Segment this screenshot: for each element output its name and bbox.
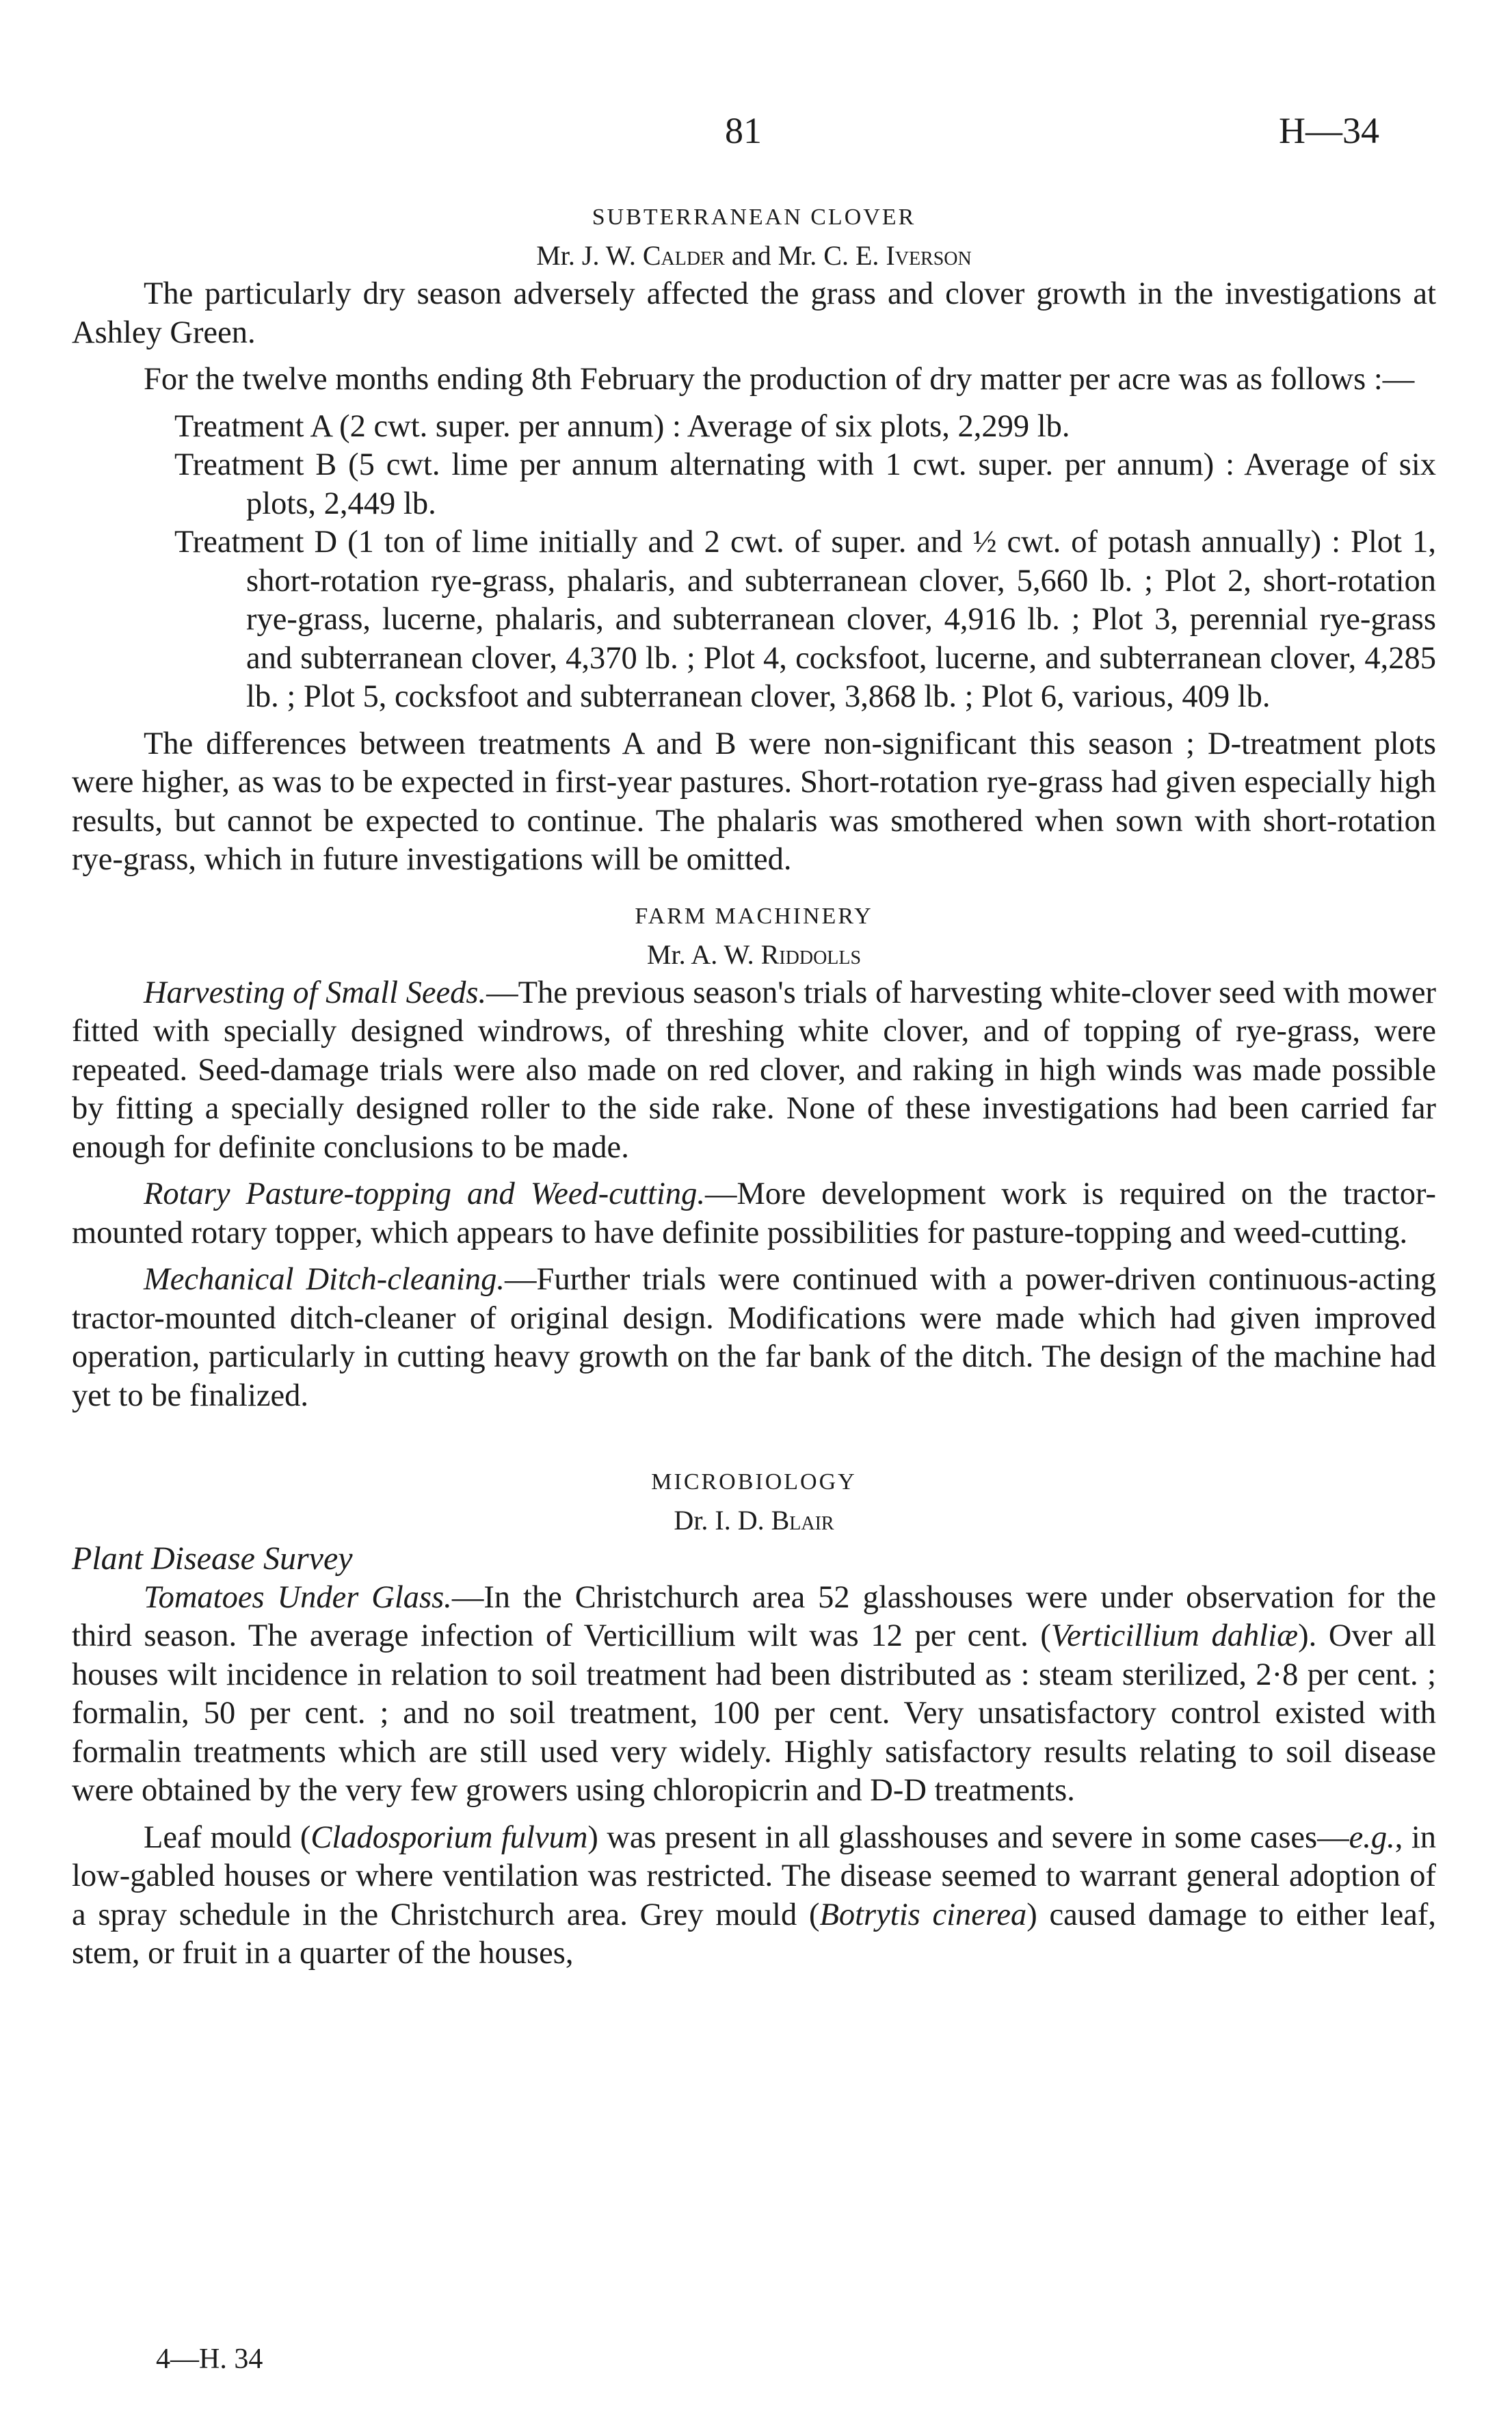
- paragraph-clover-production: For the twelve months ending 8th February the production of dry matter per acre was as follows :—: [144, 362, 1415, 397]
- paragraph-clover-intro: The particularly dry season adversely affected the grass and clover growth in the investigations at Ashley Green.: [72, 276, 1436, 350]
- treatment-b: Treatment B (5 cwt. lime per annum alternating with 1 cwt. super. per annum) : Average of six plots, 2,449 lb.: [174, 447, 1436, 521]
- byline-machinery: Mr. A. W. Riddolls: [646, 938, 862, 970]
- subheading-plant-disease-survey: Plant Disease Survey: [72, 1540, 353, 1577]
- treatment-d: Treatment D (1 ton of lime initially and 2 cwt. of super. and ½ cwt. of potash annually) : Plot 1, short-rotation rye-grass, phalaris, and subterranean clover, 5,660 lb. ; Plot 2, short-rotation rye-grass, lucerne, phalaris, and subterranean clover, 4,916 lb. ; Plot 3, perennial rye-grass and subterranean clover, 4,370 lb. ; Plot 4, cocksfoot, lucerne, and subterranean clover, 4,285 lb. ; Plot 5, cocksfoot and subterranean clover, 3,868 lb. ; Plot 6, various, 409 lb.: [174, 525, 1436, 714]
- paragraph-ditch-cleaning: Mechanical Ditch-cleaning.—Further trials were continued with a power-driven continuous-acting tractor-mounted ditch-cleaner of original design. Modifications were made which had given improved operation, particularly in cutting heavy growth on the far bank of the ditch. The design of the machine had yet to be finalized.: [72, 1262, 1436, 1413]
- treatment-a: Treatment A (2 cwt. super. per annum) : Average of six plots, 2,299 lb.: [174, 408, 1070, 444]
- section-heading-machinery: FARM MACHINERY: [635, 903, 873, 929]
- byline-clover: Mr. J. W. Calder and Mr. C. E. Iverson: [536, 240, 972, 271]
- paragraph-leaf-mould: Leaf mould (Cladosporium fulvum) was present in all glasshouses and severe in some cases—e.g., in low-gabled houses or where ventilation was restricted. The disease seemed to warrant general adoption of a spray schedule in the Christchurch area. Grey mould (Botrytis cinerea) caused damage to either leaf, stem, or fruit in a quarter of the houses,: [72, 1819, 1437, 1971]
- signature-mark: 4—H. 34: [156, 2343, 263, 2375]
- report-reference: H—34: [1279, 110, 1379, 151]
- section-heading-microbiology: MICROBIOLOGY: [651, 1469, 857, 1495]
- page-number: 81: [725, 110, 762, 151]
- page-body: [72, 198, 1436, 1973]
- paragraph-rotary-topping: Rotary Pasture-topping and Weed-cutting.—More development work is required on the tractor-mounted rotary topper, which appears to have definite possibilities for pasture-topping and weed-cutting.: [72, 1177, 1436, 1250]
- paragraph-harvesting: Harvesting of Small Seeds.—The previous season's trials of harvesting white-clover seed with mower fitted with specially designed windrows, of threshing white clover, and of topping of rye-grass, were repeated. Seed-damage trials were also made on red clover, and raking in high winds was made possible by fitting a specially designed roller to the side rake. None of these investigations had been carried far enough for definite conclusions to be made.: [72, 975, 1436, 1165]
- byline-microbiology: Dr. I. D. Blair: [674, 1505, 834, 1536]
- paragraph-clover-differences: The differences between treatments A and B were non-significant this season ; D-treatment plots were higher, as was to be expected in first-year pastures. Short-rotation rye-grass had given especially high results, but cannot be expected to continue. The phalaris was smothered when sown with short-rotation rye-grass, which in future investigations will be omitted.: [72, 726, 1436, 877]
- section-heading-clover: SUBTERRANEAN CLOVER: [592, 205, 916, 230]
- paragraph-tomatoes: Tomatoes Under Glass.—In the Christchurch area 52 glasshouses were under observation for the third season. The average infection of Verticillium wilt was 12 per cent. (Verticillium dahliæ). Over all houses wilt incidence in relation to soil treatment had been distributed as : steam sterilized, 2·8 per cent. ; formalin, 50 per cent. ; and no soil treatment, 100 per cent. Very unsatisfactory control existed with formalin treatments which are still used very widely. Highly satisfactory results relating to soil disease were obtained by the very few growers using chloropicrin and D-D treatments.: [72, 1579, 1436, 1808]
